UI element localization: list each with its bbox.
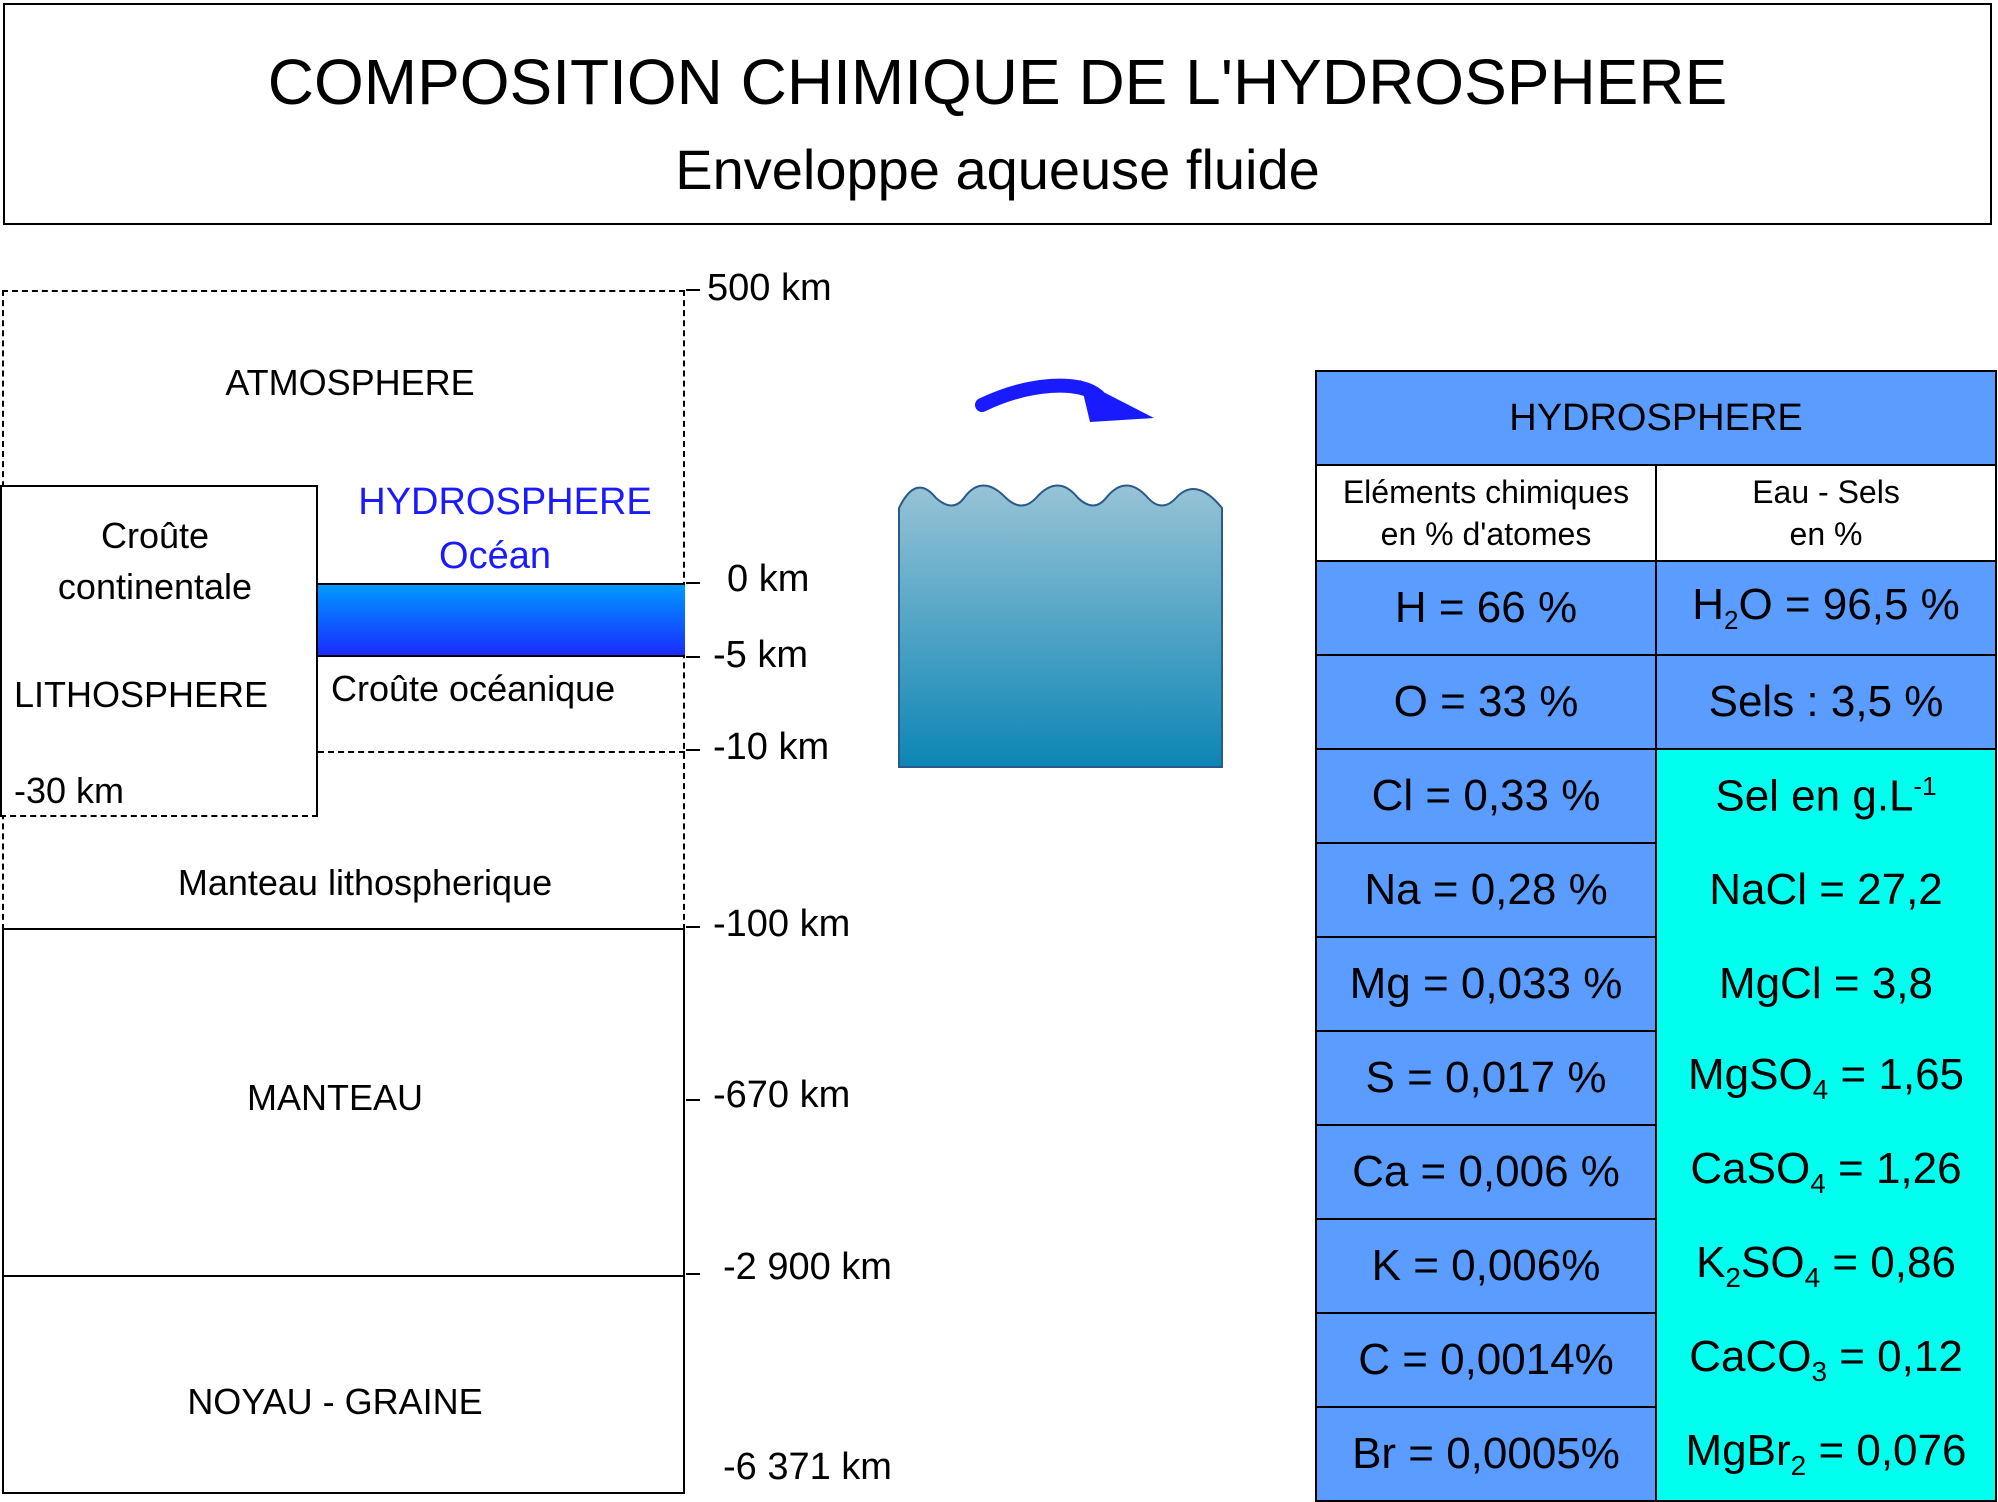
salt-subscript: 2 <box>1725 1261 1741 1293</box>
salt-unit-cell <box>1656 749 1996 843</box>
ocean-layer <box>318 583 685 657</box>
atmosphere-label: ATMOSPHERE <box>225 362 475 403</box>
core-label: NOYAU - GRAINE <box>187 1381 483 1422</box>
depth-tick-label: 500 km <box>707 267 832 309</box>
salt-value: = 1,65 <box>1828 1050 1965 1100</box>
water-subscript: 2 <box>1723 604 1739 635</box>
column-header-water-salts-line1: Eau - Sels <box>1752 474 1900 510</box>
salt-cell: MgCl = 3,8 <box>1656 937 1996 1031</box>
element-cell: Br = 0,0005% <box>1316 1407 1656 1501</box>
salt-formula: CaSO <box>1690 1144 1811 1194</box>
salt-formula: CaCO <box>1689 1332 1812 1382</box>
depth-tick-label: -6 371 km <box>723 1446 892 1488</box>
element-cell: S = 0,017 % <box>1316 1031 1656 1125</box>
water-prefix: H <box>1692 580 1724 630</box>
element-cell: K = 0,006% <box>1316 1219 1656 1313</box>
oceanic-crust-label: Croûte océanique <box>331 668 616 709</box>
element-cell: Na = 0,28 % <box>1316 843 1656 937</box>
column-header-elements-line2: en % d'atomes <box>1380 516 1592 552</box>
page-title: COMPOSITION CHIMIQUE DE L'HYDROSPHERE <box>267 46 1728 118</box>
column-header-water-salts <box>1656 465 1996 561</box>
salt-formula-2: SO <box>1741 1238 1805 1288</box>
salt-subscript: 4 <box>1812 1073 1829 1105</box>
continental-crust-label-1: Croûte <box>100 515 210 556</box>
element-cell: H = 66 % <box>1316 561 1656 655</box>
salt-value: = 1,26 <box>1825 1144 1962 1194</box>
salt-value: = 0,86 <box>1820 1238 1956 1288</box>
salt-value: = 0,076 <box>1806 1425 1967 1475</box>
water-suffix: O = 96,5 % <box>1738 580 1960 630</box>
element-cell: Mg = 0,033 % <box>1316 937 1656 1031</box>
salt-formula: K <box>1696 1238 1726 1288</box>
column-header-elements-line1: Eléments chimiques <box>1342 474 1630 510</box>
hydrosphere-label: HYDROSPHERE <box>358 481 652 523</box>
salt-cell <box>1656 1125 1996 1219</box>
tick-mark <box>686 926 700 928</box>
tick-mark <box>686 656 700 658</box>
salt-value: = 0,12 <box>1827 1332 1963 1382</box>
continental-crust-lower-dash <box>0 815 318 817</box>
element-cell: Ca = 0,006 % <box>1316 1125 1656 1219</box>
lithospheric-mantle-label: Manteau lithospherique <box>177 862 553 903</box>
continental-depth-label: -30 km <box>14 770 125 811</box>
salt-subscript: 4 <box>1810 1167 1826 1199</box>
tick-mark <box>686 749 700 751</box>
salt-cell <box>1656 1313 1996 1407</box>
depth-tick-label: -670 km <box>713 1074 851 1116</box>
mantle-label: MANTEAU <box>246 1077 423 1118</box>
hydrosphere-composition-table <box>1315 370 1997 1502</box>
tick-mark <box>686 1099 700 1101</box>
depth-tick-label: -5 km <box>713 634 808 676</box>
depth-tick-label: -2 900 km <box>723 1246 892 1288</box>
salt-unit-prefix: Sel en g.L <box>1715 771 1914 821</box>
tick-mark <box>686 582 700 584</box>
water-container-icon <box>896 478 1226 770</box>
salt-cell <box>1656 1031 1996 1125</box>
column-header-elements <box>1316 465 1656 561</box>
salt-cell <box>1656 1219 1996 1313</box>
salt-formula: MgSO <box>1687 1050 1813 1100</box>
element-cell: C = 0,0014% <box>1316 1313 1656 1407</box>
salt-subscript-2: 4 <box>1804 1261 1821 1293</box>
salts-total-cell: Sels : 3,5 % <box>1656 655 1996 749</box>
water-cell <box>1656 561 1996 655</box>
salt-cell <box>1656 1407 1996 1501</box>
lithosphere-label: LITHOSPHERE <box>14 674 269 715</box>
title-box <box>3 3 1992 225</box>
element-cell: O = 33 % <box>1316 655 1656 749</box>
salt-subscript: 2 <box>1790 1449 1807 1481</box>
salt-subscript: 3 <box>1811 1355 1828 1387</box>
tick-mark <box>686 1273 700 1275</box>
salt-unit-superscript: -1 <box>1913 771 1937 802</box>
tick-mark <box>686 289 700 291</box>
depth-tick-label: -100 km <box>713 903 851 945</box>
salt-cell: NaCl = 27,2 <box>1656 843 1996 937</box>
table-title: HYDROSPHERE <box>1316 371 1996 465</box>
depth-tick-label: 0 km <box>727 558 810 600</box>
continental-crust-label-2: continentale <box>57 566 253 607</box>
salt-formula: MgBr <box>1685 1425 1791 1475</box>
depth-tick-label: -10 km <box>713 726 830 768</box>
column-header-water-salts-line2: en % <box>1789 516 1863 552</box>
curved-arrow-icon <box>970 360 1170 430</box>
element-cell: Cl = 0,33 % <box>1316 749 1656 843</box>
page-subtitle: Enveloppe aqueuse fluide <box>675 138 1320 201</box>
ocean-label: Océan <box>439 535 551 577</box>
oceanic-crust-bottom-dash <box>318 751 685 753</box>
